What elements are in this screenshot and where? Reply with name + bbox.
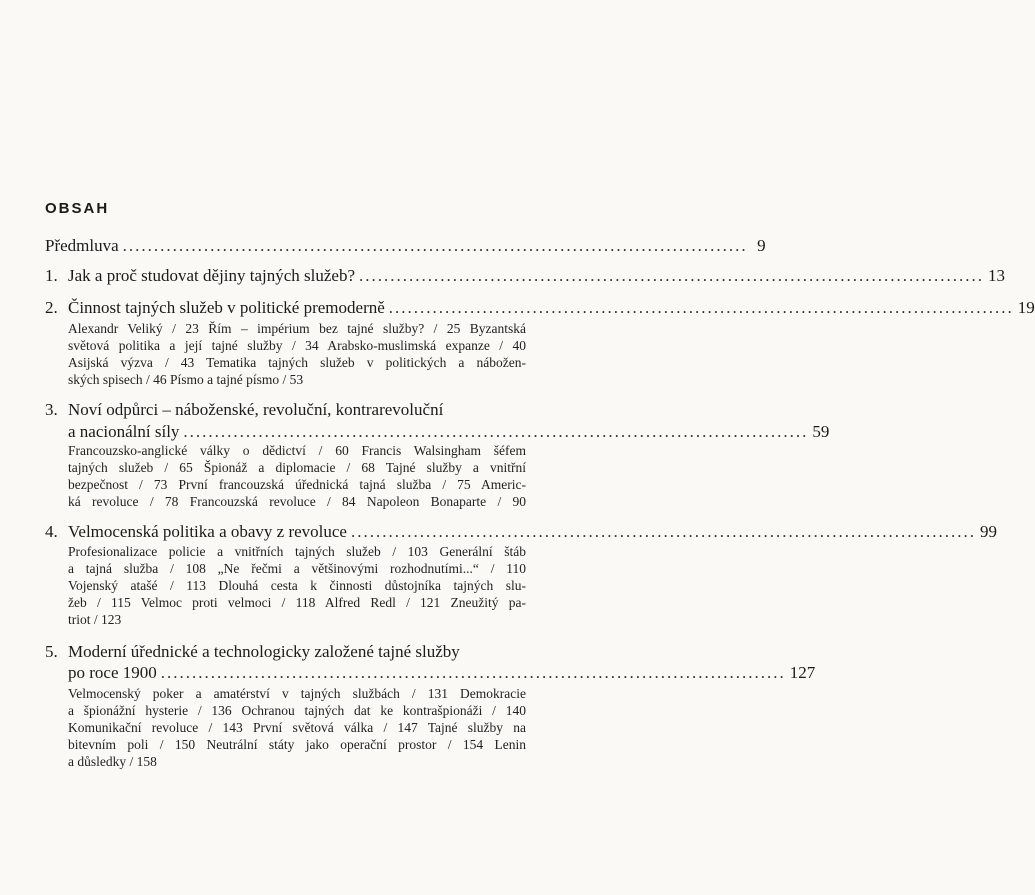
chapter-title: Velmocenská politika a obavy z revoluce [68,522,347,541]
entry-page: 127 [789,663,816,682]
dot-leader: .................................................................................................... [388,298,1014,317]
chapter-title: Činnost tajných služeb v politické premoderně [68,298,385,317]
chapter-number: 5. [45,642,58,661]
toc-entry-chapter-5[interactable] [45,642,556,662]
subtopic-line: triot / 123 [68,612,122,627]
dot-leader: .................................................................................................... [160,663,786,682]
subtopic-line: a špionážní hysterie / 136 Ochranou tajných dat ke kontrašpionáži / 140 [68,703,526,718]
toc-entry-predmluva[interactable] [45,236,766,256]
subtopic-line: tajných služeb / 65 Špionáž a diplomacie / 68 Tajné služby a vnitřní [68,460,526,475]
entry-title [45,522,347,542]
dot-leader: .................................................................................................... [183,422,809,441]
subtopic-line: a tajná služba / 108 „Ne řečmi a většinovými rozhodnutími...“ / 110 [68,561,526,576]
chapter-2-subtopics [68,320,526,388]
chapter-3-subtopics [68,442,526,510]
subtopic-line: Komunikační revoluce / 143 První světová válka / 147 Tajné služby na [68,720,526,735]
chapter-title-cont: a nacionální síly [68,422,180,441]
toc-entry-chapter-1[interactable] [45,266,1006,286]
entry-page: 9 [757,236,766,255]
entry-page: 59 [812,422,830,441]
entry-page: 99 [979,522,997,541]
subtopic-line: Profesionalizace policie a vnitřních tajných služeb / 103 Generální štáb [68,544,526,559]
toc-entry-chapter-3-cont[interactable] [68,422,830,442]
toc-entry-chapter-4[interactable] [45,522,997,542]
subtopic-line: bezpečnost / 73 První francouzská úřednická tajná služba / 75 Americ- [68,477,526,492]
dot-leader: .................................................................................................... [350,522,976,541]
entry-title: Předmluva [45,236,119,255]
subtopic-line: Alexandr Veliký / 23 Řím – impérium bez tajné služby? / 25 Byzantská [68,321,526,336]
chapter-number: 3. [45,400,58,419]
subtopic-line: ká revoluce / 78 Francouzská revoluce / 84 Napoleon Bonaparte / 90 [68,494,526,509]
dot-leader: .................................................................................................... [122,236,748,255]
chapter-4-subtopics [68,543,526,628]
subtopic-line: světová politika a její tajné služby / 34 Arabsko-muslimská expanze / 40 [68,338,526,353]
toc-entry-chapter-2[interactable] [45,298,1035,318]
toc-entry-chapter-3[interactable] [45,400,556,420]
entry-title [45,298,385,318]
chapter-title: Noví odpůrci – náboženské, revoluční, kontrarevoluční [68,400,444,419]
subtopic-line: Asijská výzva / 43 Tematika tajných služeb v politických a nábožen- [68,355,526,370]
subtopic-line: bitevním poli / 150 Neutrální státy jako operační prostor / 154 Lenin [68,737,526,752]
toc-entry-chapter-5-cont[interactable] [68,663,816,683]
entry-page: 19 [1017,298,1035,317]
chapter-title: Jak a proč studovat dějiny tajných služeb? [68,266,356,285]
chapter-title-cont: po roce 1900 [68,663,157,682]
subtopic-line: a důsledky / 158 [68,754,157,769]
chapter-number: 2. [45,298,58,317]
chapter-5-subtopics [68,685,526,770]
subtopic-line: ských spisech / 46 Písmo a tajné písmo / 53 [68,372,304,387]
dot-leader: .................................................................................................... [359,266,985,285]
subtopic-line: Velmocenský poker a amatérství v tajných službách / 131 Demokracie [68,686,526,701]
entry-page: 13 [988,266,1006,285]
entry-title [45,266,355,286]
subtopic-line: Vojenský atašé / 113 Dlouhá cesta k činnosti důstojníka tajných slu- [68,578,526,593]
chapter-title: Moderní úřednické a technologicky založené tajné služby [68,642,460,661]
chapter-number: 4. [45,522,58,541]
chapter-number: 1. [45,266,58,285]
subtopic-line: žeb / 115 Velmoc proti velmoci / 118 Alfred Redl / 121 Zneužitý pa- [68,595,526,610]
subtopic-line: Francouzsko-anglické války o dědictví / 60 Francis Walsingham šéfem [68,443,526,458]
toc-heading: OBSAH [45,200,110,217]
